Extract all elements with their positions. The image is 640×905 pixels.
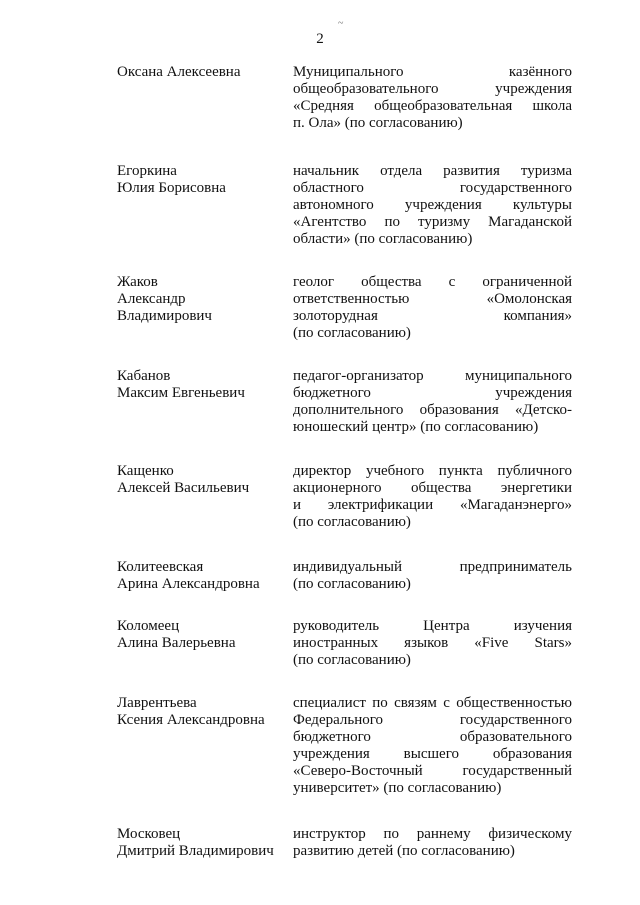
member-role: геолог общества с ограниченной ответственностью «Омолонская золоторудная компания» (по согласованию) (293, 274, 572, 341)
member-role: Муниципального казённого общеобразовательного учреждения «Средняя общеобразовательная школа п. Ола» (по согласованию) (293, 64, 572, 131)
list-item (117, 64, 572, 132)
member-name: Колитеевская Арина Александровна (117, 559, 260, 592)
member-name: Оксана Алексеевна (117, 64, 241, 80)
member-role: начальник отдела развития туризма областного государственного автономного учреждения культуры «Агентство по туризму Магаданской области» (по согласованию) (293, 163, 572, 247)
list-item (117, 368, 572, 436)
member-role: инструктор по раннему физическому развитию детей (по согласованию) (293, 826, 572, 859)
list-item (117, 618, 572, 669)
list-item (117, 274, 572, 342)
page-number: 2 (316, 31, 324, 47)
member-role: руководитель Центра изучения иностранных языков «Five Stars» (по согласованию) (293, 618, 572, 668)
member-role: индивидуальный предприниматель (по согласованию) (293, 559, 572, 592)
member-name: Жаков Александр Владимирович (117, 274, 212, 324)
list-item (117, 695, 572, 797)
member-role: директор учебного пункта публичного акционерного общества энергетики и электрификации «Магаданэнерго» (по согласованию) (293, 463, 572, 530)
scan-speck: ~ (338, 18, 344, 29)
member-name: Коломеец Алина Валерьевна (117, 618, 236, 651)
members-list (117, 64, 572, 860)
list-item (117, 163, 572, 248)
member-name: Кащенко Алексей Васильевич (117, 463, 250, 496)
member-role: специалист по связям с общественностью Федерального государственного бюджетного образовательного учреждения высшего образования «Северо-Восточный государственный университет» (по согласованию) (293, 695, 572, 796)
list-item (117, 559, 572, 593)
member-role: педагог-организатор муниципального бюджетного учреждения дополнительного образования «Детско- юношеский центр» (по согласованию) (293, 368, 572, 435)
member-name: Московец Дмитрий Владимирович (117, 826, 274, 859)
member-name: Лаврентьева Ксения Александровна (117, 695, 265, 728)
list-item (117, 826, 572, 860)
list-item (117, 463, 572, 531)
member-name: Егоркина Юлия Борисовна (117, 163, 226, 196)
member-name: Кабанов Максим Евгеньевич (117, 368, 245, 401)
